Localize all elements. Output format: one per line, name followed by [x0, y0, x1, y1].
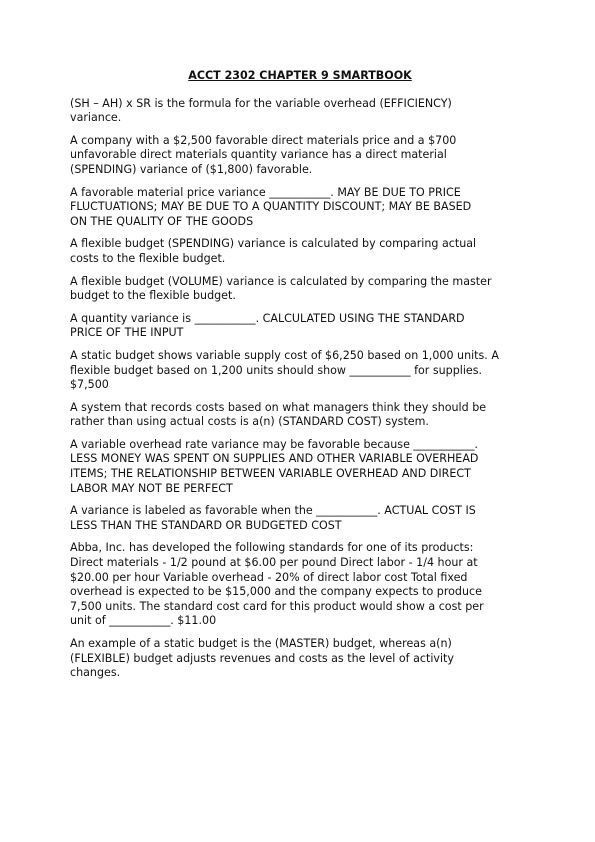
paragraph-favorable-price-variance: A favorable material price variance ___________. MAY BE DUE TO PRICE FLUCTUATIONS; MAY BE DUE TO A QUANTITY DISCOUNT; MAY BE BASED ON THE QUALITY OF THE GOODS [70, 185, 472, 228]
paragraph-volume-variance: A flexible budget (VOLUME) variance is calculated by comparing the master budget to the flexible budget. [70, 274, 492, 303]
document-content [70, 69, 530, 689]
paragraph-quantity-variance: A quantity variance is ___________. CALCULATED USING THE STANDARD PRICE OF THE INPUT [70, 311, 465, 340]
paragraph-efficiency-variance: (SH – AH) x SR is the formula for the variable overhead (EFFICIENCY) variance. [70, 96, 452, 125]
paragraph-favorable-variance: A variance is labeled as favorable when the ___________. ACTUAL COST IS LESS THAN THE STANDARD OR BUDGETED COST [70, 504, 476, 532]
document-title: ACCT 2302 CHAPTER 9 SMARTBOOK [188, 69, 412, 82]
paragraph-standard-cost-system: A system that records costs based on what managers think they should be rather than using actual costs is a(n) (STANDARD COST) system. [70, 400, 487, 429]
paragraph-static-vs-flexible: An example of a static budget is the (MASTER) budget, whereas a(n) (FLEXIBLE) budget adjusts revenues and costs as the level of activity changes. [70, 637, 454, 680]
paragraph-static-budget-supplies: A static budget shows variable supply cost of $6,250 based on 1,000 units. A flexible budget based on 1,200 units should show ___________ for supplies. $7,500 [70, 348, 499, 392]
paragraph-spending-variance: A flexible budget (SPENDING) variance is calculated by comparing actual costs to the flexible budget. [70, 237, 477, 265]
paragraph-materials-spending-variance: A company with a $2,500 favorable direct materials price and a $700 unfavorable direct materials quantity variance has a direct material (SPENDING) variance of ($1,800) favorable. [70, 133, 457, 176]
paragraph-abba-standard-cost: Abba, Inc. has developed the following standards for one of its products: Direct materials - 1/2 pound at $6.00 per pound Direct labor - 1/4 hour at $20.00 per hour Variable overhead - 20% of direct labor cost Total fixed overhead is expected to be $15,000 and the company expects to produce 7,500 units. The standard cost card for this product would show a cost per unit of ___________. $11.00 [70, 541, 484, 628]
paragraph-overhead-rate-variance: A variable overhead rate variance may be favorable because ___________. LESS MONEY WAS SPENT ON SUPPLIES AND OTHER VARIABLE OVERHEAD ITEMS; THE RELATIONSHIP BETWEEN VARIABLE OVERHEAD AND DIRECT LABOR MAY NOT BE PERFECT [70, 437, 479, 495]
